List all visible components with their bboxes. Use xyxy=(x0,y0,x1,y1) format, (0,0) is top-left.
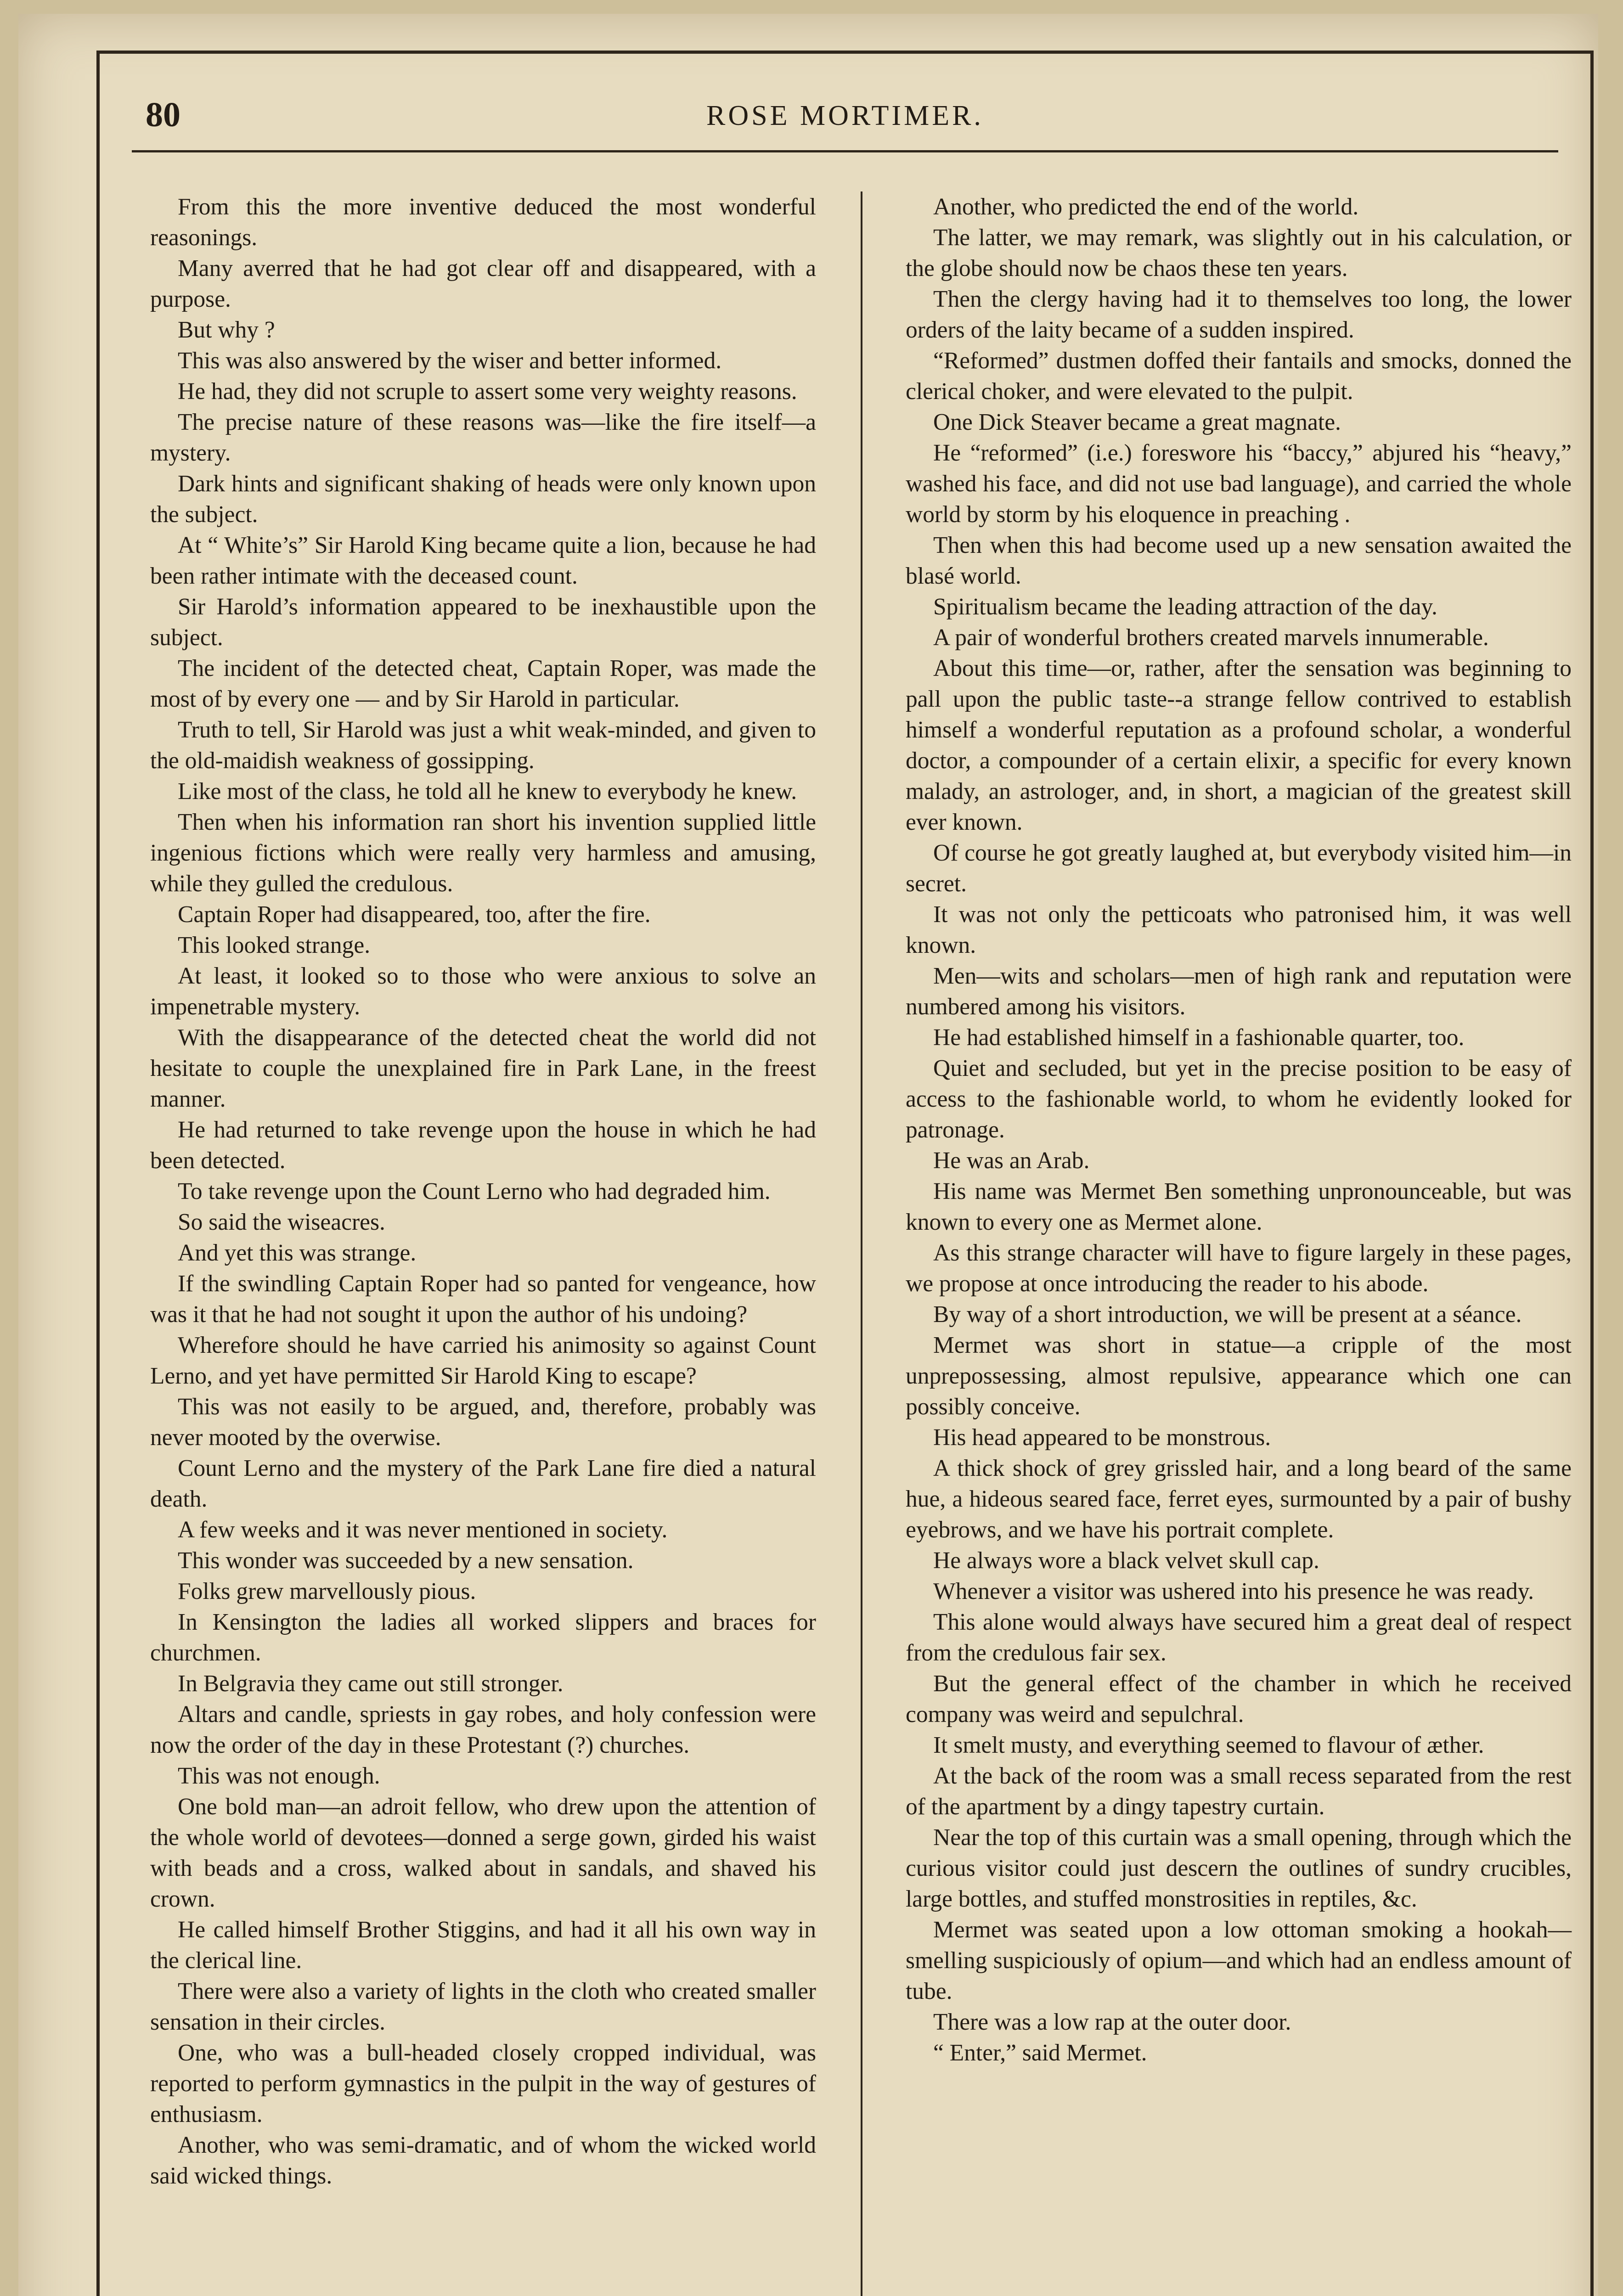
paragraph: Mermet was seated upon a low ottoman smoking a hookah—smelling suspiciously of opium—and which had an endless amount of tube. xyxy=(906,1917,1572,2004)
paragraph: He called himself Brother Stiggins, and had it all his own way in the clerical line. xyxy=(150,1917,816,1974)
paragraph: So said the wiseacres. xyxy=(178,1209,385,1235)
paragraph: He had, they did not scruple to assert some very weighty reasons. xyxy=(178,378,797,405)
paragraph: Count Lerno and the mystery of the Park Lane fire died a natural death. xyxy=(150,1455,816,1512)
paragraph: A few weeks and it was never mentioned in society. xyxy=(178,1517,668,1543)
paragraph: Captain Roper had disappeared, too, after the fire. xyxy=(178,901,651,928)
paragraph: This was not enough. xyxy=(178,1763,380,1789)
paragraph: From this the more inventive deduced the most wonderful reasonings. xyxy=(150,194,816,251)
paragraph: Near the top of this curtain was a small opening, through which the curious visitor could just descern the outlines of sundry crucibles, large bottles, and stuffed monstrosities in reptiles, &c. xyxy=(906,1824,1572,1912)
paragraph: Many averred that he had got clear off and disappeared, with a purpose. xyxy=(150,255,816,312)
paragraph: At least, it looked so to those who were anxious to solve an impenetrable mystery. xyxy=(150,963,816,1020)
left-column xyxy=(150,191,816,2296)
paragraph: As this strange character will have to figure largely in these pages, we propose at once introducing the reader to his abode. xyxy=(906,1240,1572,1297)
paragraph: This was also answered by the wiser and better informed. xyxy=(178,348,722,374)
paragraph: The precise nature of these reasons was—like the fire itself—a mystery. xyxy=(150,409,816,466)
paragraph: Then when this had become used up a new sensation awaited the blasé world. xyxy=(906,532,1572,589)
paragraph: He was an Arab. xyxy=(933,1148,1090,1174)
paragraph: The latter, we may remark, was slightly out in his calculation, or the globe should now be chaos these ten years. xyxy=(906,225,1572,281)
paragraph: The incident of the detected cheat, Captain Roper, was made the most of by every one — and by Sir Harold in particular. xyxy=(150,655,816,712)
paragraph: He had returned to take revenge upon the house in which he had been detected. xyxy=(150,1117,816,1174)
paragraph: Folks grew marvellously pious. xyxy=(178,1578,476,1604)
paragraph: Men—wits and scholars—men of high rank and reputation were numbered among his visitors. xyxy=(906,963,1572,1020)
paragraph: “Reformed” dustmen doffed their fantails and smocks, donned the clerical choker, and were elevated to the pulpit. xyxy=(906,348,1572,405)
paragraph: At “ White’s” Sir Harold King became quite a lion, because he had been rather intimate with the deceased count. xyxy=(150,532,816,589)
paragraph: Like most of the class, he told all he knew to everybody he knew. xyxy=(178,778,797,805)
page-border xyxy=(96,51,1594,2296)
paragraph: This was not easily to be argued, and, therefore, probably was never mooted by the overwise. xyxy=(150,1394,816,1451)
scanned-page xyxy=(18,14,1598,2296)
paragraph: There were also a variety of lights in the cloth who created smaller sensation in their circles. xyxy=(150,1978,816,2035)
paragraph: Then the clergy having had it to themselves too long, the lower orders of the laity became of a sudden inspired. xyxy=(906,286,1572,343)
paragraph: By way of a short introduction, we will be present at a séance. xyxy=(933,1301,1522,1328)
paragraph: His name was Mermet Ben something unpronounceable, but was known to every one as Mermet alone. xyxy=(906,1178,1572,1235)
paragraph: One, who was a bull-headed closely cropped individual, was reported to perform gymnastics in the pulpit in the way of gestures of enthusiasm. xyxy=(150,2040,816,2127)
paragraph: He always wore a black velvet skull cap. xyxy=(933,1548,1319,1574)
paragraph: “ Enter,” said Mermet. xyxy=(933,2040,1147,2066)
paragraph: There was a low rap at the outer door. xyxy=(933,2009,1291,2035)
paragraph: Spiritualism became the leading attraction of the day. xyxy=(933,594,1437,620)
paragraph: It was not only the petticoats who patronised him, it was well known. xyxy=(906,901,1572,958)
paragraph: Sir Harold’s information appeared to be inexhaustible upon the subject. xyxy=(150,594,816,651)
paragraph: Then when his information ran short his invention supplied little ingenious fictions which were really very harmless and amusing, while they gulled the credulous. xyxy=(150,809,816,897)
paragraph: It smelt musty, and everything seemed to flavour of æther. xyxy=(933,1732,1484,1758)
paragraph: To take revenge upon the Count Lerno who had degraded him. xyxy=(178,1178,771,1204)
paragraph: Quiet and secluded, but yet in the precise position to be easy of access to the fashionable world, to whom he evidently looked for patronage. xyxy=(906,1055,1572,1143)
paragraph: A thick shock of grey grissled hair, and a long beard of the same hue, a hideous seared face, ferret eyes, surmounted by a pair of bushy eyebrows, and we have his portrait complete. xyxy=(906,1455,1572,1543)
page-header xyxy=(100,54,1590,155)
running-title: ROSE MORTIMER. xyxy=(706,100,984,131)
paragraph: Whenever a visitor was ushered into his presence he was ready. xyxy=(933,1578,1534,1604)
paragraph: Mermet was short in statue—a cripple of the most unprepossessing, almost repulsive, appearance which one can possibly conceive. xyxy=(906,1332,1572,1420)
paragraph: This looked strange. xyxy=(178,932,371,958)
paragraph: He had established himself in a fashionable quarter, too. xyxy=(933,1024,1465,1051)
paragraph: About this time—or, rather, after the sensation was beginning to pall upon the public taste--a strange fellow contrived to establish himself a wonderful reputation as a profound scholar, a wonderful doctor, a compounder of a certain elixir, a specific for every known malady, an astrologer, and, in short, a magician of the greatest skill ever known. xyxy=(906,655,1572,835)
paragraph: Another, who predicted the end of the world. xyxy=(933,194,1359,220)
paragraph: Another, who was semi-dramatic, and of whom the wicked world said wicked things. xyxy=(150,2132,816,2189)
paragraph: At the back of the room was a small recess separated from the rest of the apartment by a dingy tapestry curtain. xyxy=(906,1763,1572,1820)
paragraph: A pair of wonderful brothers created marvels innumerable. xyxy=(933,625,1489,651)
paragraph: Truth to tell, Sir Harold was just a whit weak-minded, and given to the old-maidish weakness of gossipping. xyxy=(150,717,816,774)
paragraph: Wherefore should he have carried his animosity so against Count Lerno, and yet have permitted Sir Harold King to escape? xyxy=(150,1332,816,1389)
paragraph: If the swindling Captain Roper had so panted for vengeance, how was it that he had not sought it upon the author of his undoing? xyxy=(150,1271,816,1328)
right-column xyxy=(906,191,1572,2296)
paragraph: This alone would always have secured him a great deal of respect from the credulous fair sex. xyxy=(906,1609,1572,1666)
paragraph: This wonder was succeeded by a new sensation. xyxy=(178,1548,634,1574)
paragraph: And yet this was strange. xyxy=(178,1240,417,1266)
header-rule xyxy=(132,150,1558,152)
paragraph: Altars and candle, spriests in gay robes, and holy confession were now the order of the day in these Protestant (?) churches. xyxy=(150,1701,816,1758)
paragraph: In Kensington the ladies all worked slippers and braces for churchmen. xyxy=(150,1609,816,1666)
paragraph: One Dick Steaver became a great magnate. xyxy=(933,409,1341,435)
paragraph: One bold man—an adroit fellow, who drew upon the attention of the whole world of devotees—donned a serge gown, girded his waist with beads and a cross, walked about in sandals, and shaved his crown. xyxy=(150,1794,816,1912)
paragraph: But the general effect of the chamber in which he received company was weird and sepulchral. xyxy=(906,1671,1572,1728)
paragraph: But why ? xyxy=(178,317,275,343)
page-number: 80 xyxy=(146,96,180,134)
paragraph: His head appeared to be monstrous. xyxy=(933,1424,1271,1451)
paragraph: He “reformed” (i.e.) foreswore his “baccy,” abjured his “heavy,” washed his face, and did not use bad language), and carried the whole world by storm by his eloquence in preaching . xyxy=(906,440,1572,528)
paragraph: In Belgravia they came out still stronger. xyxy=(178,1671,564,1697)
paragraph: With the disappearance of the detected cheat the world did not hesitate to couple the unexplained fire in Park Lane, in the freest manner. xyxy=(150,1024,816,1112)
paragraph: Of course he got greatly laughed at, but everybody visited him—in secret. xyxy=(906,840,1572,897)
paragraph: Dark hints and significant shaking of heads were only known upon the subject. xyxy=(150,471,816,528)
column-divider xyxy=(861,191,862,2296)
